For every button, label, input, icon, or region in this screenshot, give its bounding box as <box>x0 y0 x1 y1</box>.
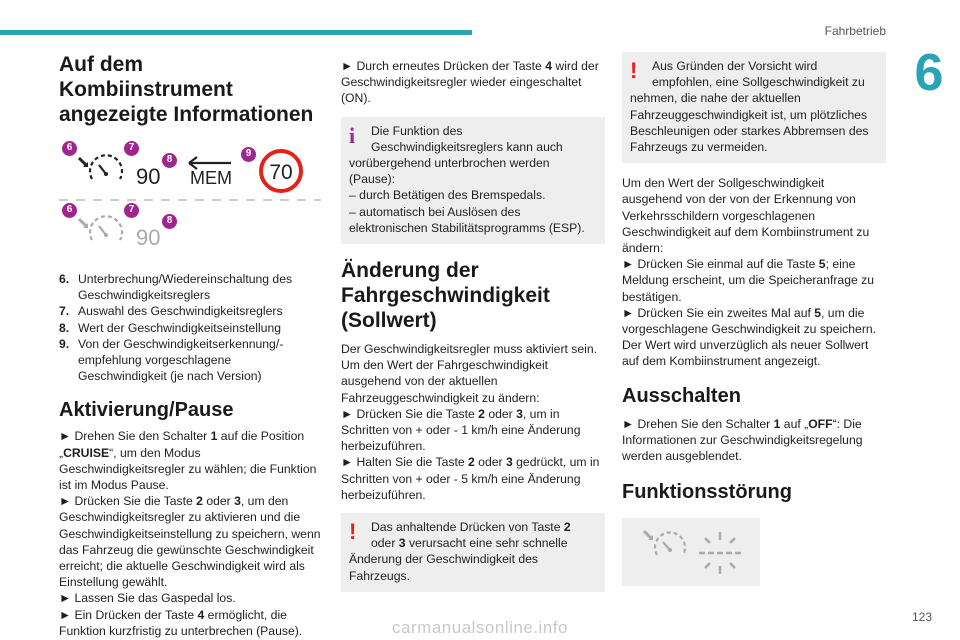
paragraph: Der Geschwindigkeitsregler muss aktiviert sein. <box>341 342 598 357</box>
info-icon: i <box>349 122 356 148</box>
column-2 <box>341 58 605 592</box>
paragraph: Der Wert wird unverzüglich als neuer Sollwert auf dem Kombiinstrument angezeigt. <box>622 338 869 369</box>
cluster-figure <box>59 141 321 256</box>
badge-7-row1: 7 <box>124 141 139 156</box>
paragraph: ► Lassen Sie das Gaspedal los. <box>59 591 236 606</box>
paragraph: ► Drücken Sie die Taste 2 oder 3, um den Geschwindigkeitsregler zu aktivieren und die Geschwindigkeitseinstellung zu speichern, wenn das Fahrzeug die gewünschte Geschwindigkeit erreicht; die aktuelle Geschwindigkeit wird als Einstellung gewählt. <box>59 494 321 590</box>
watermark: carmanualsonline.info <box>392 618 568 637</box>
cruise-pause-arrow-icon-grey <box>79 219 88 228</box>
column-3 <box>622 52 886 586</box>
warning-note: ! Aus Gründen der Vorsicht wird empfohlen, eine Sollgeschwindigkeit zu nehmen, die nahe der aktuellen Fahrzeuggeschwindigkeit ist, um plötzliches Beschleunigen oder starkes Abbremsen des Fahrzeugs zu vermeiden. <box>622 52 886 163</box>
paragraph: Um den Wert der Sollgeschwindigkeit ausgehend von der von der Erkennung von Verkehrsschildern vorgeschlagenen Geschwindigkeit auf dem Kombiinstrument zu ändern: <box>622 176 870 256</box>
mem-label: MEM <box>190 168 232 188</box>
set-speed-row1: 90 <box>136 164 161 189</box>
paragraph: ► Ein Drücken der Taste 4 ermöglicht, die Funktion kurzfristig zu unterbrechen (Pause). <box>59 607 303 638</box>
malfunction-figure <box>622 518 760 586</box>
badge-8-row1: 8 <box>162 153 177 168</box>
fault-dashes-icon <box>699 532 742 574</box>
speed-limit-sign-icon <box>261 151 301 191</box>
badge-6-row2: 6 <box>62 203 77 218</box>
legend-item: 9. Von der Geschwindigkeitserkennung/-empfehlung vorgeschlagene Geschwindigkeit (je nach Version) <box>59 336 284 384</box>
heading-aktivierung: Aktivierung/Pause <box>59 399 234 422</box>
heading-aenderung: Änderung der Fahrgeschwindigkeit (Sollwert) <box>341 259 550 333</box>
cruise-pause-arrow-icon-grey <box>644 531 653 540</box>
heading-funktionsstoerung: Funktionsstörung <box>622 481 792 504</box>
badge-8-row2: 8 <box>162 214 177 229</box>
legend-item: 7. Auswahl des Geschwindigkeitsreglers <box>59 304 283 319</box>
set-speed-row2: 90 <box>136 225 161 250</box>
speedometer-icon <box>90 155 122 179</box>
cruise-pause-arrow-icon <box>79 158 88 167</box>
legend-item: 6. Unterbrechung/Wiedereinschaltung des Geschwindigkeitsreglers <box>59 272 293 303</box>
paragraph: ► Drücken Sie ein zweites Mal auf 5, um die vorgeschlagene Geschwindigkeit zu speichern. <box>622 305 877 337</box>
page-number: 123 <box>911 610 932 624</box>
sign-speed: 70 <box>269 161 293 184</box>
column-1 <box>59 52 321 639</box>
warning-note: ! Das anhaltende Drücken von Taste 2 oder 3 verursacht eine sehr schnelle Änderung der Geschwindigkeit des Fahrzeugs. <box>341 513 605 592</box>
info-note: i Die Funktion des Geschwindigkeitsreglers kann auch vorübergehend unterbrochen werden (Pause): – durch Betätigen des Bremspedals. – automatisch bei Auslösen des elektronischen Stabilitätsprogramms (ESP). <box>341 117 605 244</box>
speedometer-icon-grey <box>90 216 122 240</box>
paragraph: ► Drehen Sie den Schalter 1 auf „OFF“: Die Informationen zur Geschwindigkeitsregelung werden ausgeblendet. <box>622 416 863 464</box>
malfunction-illustration <box>622 518 760 586</box>
speedometer-icon-grey <box>655 533 685 555</box>
badge-7-row2: 7 <box>124 203 139 218</box>
paragraph: ► Drücken Sie die Taste 2 oder 3, um in Schritten von + oder - 1 km/h eine Änderung herbeizuführen. <box>341 406 581 454</box>
warning-icon: ! <box>630 58 638 83</box>
badge-6-row1: 6 <box>62 141 77 156</box>
legend-list <box>59 271 321 384</box>
header-accent-bar <box>0 30 472 35</box>
heading-info: Auf dem Kombiinstrument angezeigte Informationen <box>59 53 314 126</box>
cluster-display-illustration <box>59 141 321 256</box>
paragraph: ► Durch erneutes Drücken der Taste 4 wird der Geschwindigkeitsregler wieder eingeschaltet (ON). <box>341 59 599 106</box>
paragraph: ► Drücken Sie einmal auf die Taste 5; eine Meldung erscheint, um die Speicheranfrage zu bestätigen. <box>622 257 875 304</box>
paragraph: ► Drehen Sie den Schalter 1 auf die Position „CRUISE“, um den Modus Geschwindigkeitsregler zu wählen; die Funktion ist im Modus Pause. <box>59 429 317 493</box>
legend-item: 8. Wert der Geschwindigkeitseinstellung <box>59 320 281 335</box>
section-title: Fahrbetrieb <box>824 24 886 38</box>
heading-ausschalten: Ausschalten <box>622 384 741 407</box>
warning-icon: ! <box>349 519 357 545</box>
chapter-number: 6 <box>898 36 960 110</box>
badge-9-row1: 9 <box>241 147 256 162</box>
paragraph: ► Halten Sie die Taste 2 oder 3 gedrückt, um in Schritten von + oder - 5 km/h eine Änderung herbeizuführen. <box>341 455 600 502</box>
paragraph: Um den Wert der Fahrgeschwindigkeit ausgehend von der aktuellen Fahrzeuggeschwindigkeit zu ändern: <box>341 358 549 405</box>
